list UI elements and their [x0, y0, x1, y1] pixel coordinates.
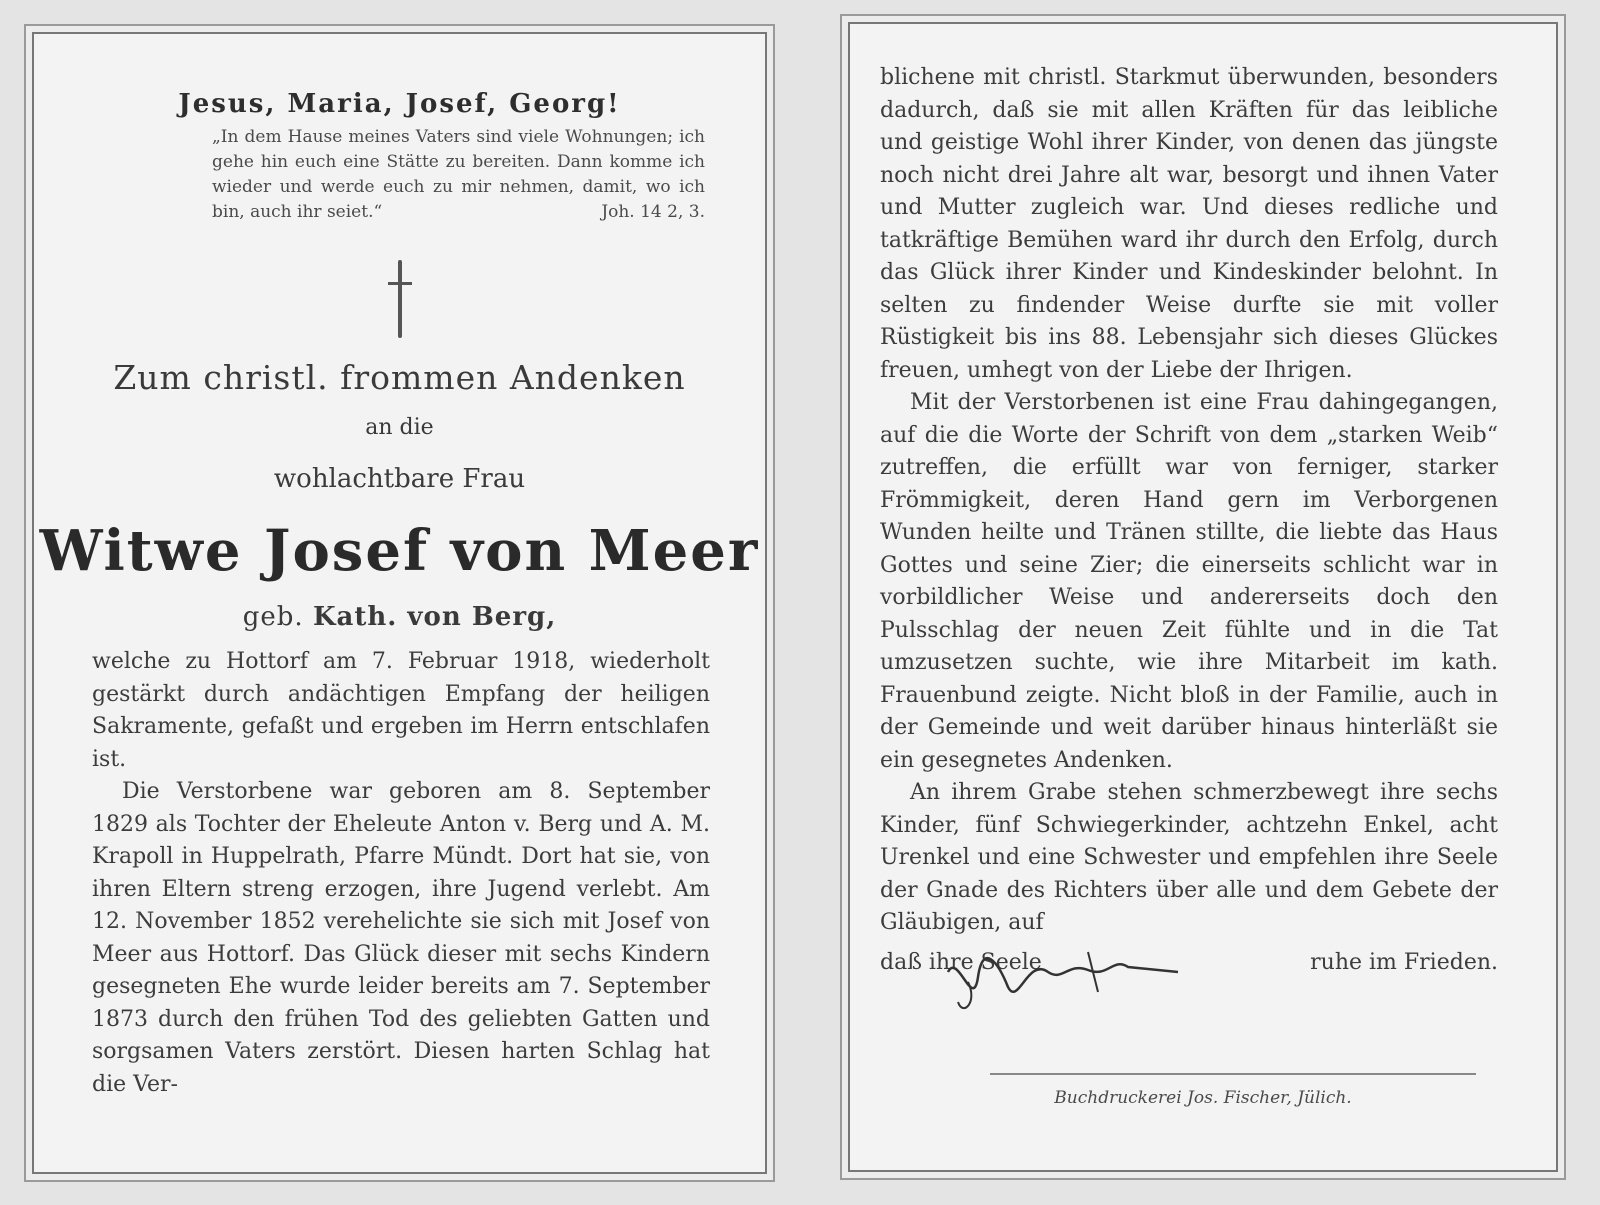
left-page — [32, 32, 767, 1174]
printer-credit: Buchdruckerei Jos. Fischer, Jülich. — [1054, 1088, 1352, 1108]
memorial-title: Zum christl. frommen Andenken — [113, 358, 686, 397]
right-page — [848, 22, 1558, 1172]
heading: Jesus, Maria, Josef, Georg! — [178, 89, 621, 119]
deceased-name: Witwe Josef von Meer — [39, 518, 760, 584]
paragraph: blichene mit christl. Starkmut überwunden, besonders dadurch, daß sie mit allen Kräften für das leibliche und geistige Wohl ihrer Kinder, von denen das jüngste noch nicht drei Jahre alt war, besorgt und ihnen Vater und Mutter zugleich war. Und dieses redliche und tatkräftige Bemühen ward ihr durch den Erfolg, durch das Glück ihrer Kinder und Kindeskinder belohnt. In selten zu findender Weise durfte sie mit voller Rüstigkeit bis ins 88. Lebensjahr sich dieses Glückes freuen, umhegt von der Liebe der Ihrigen. — [880, 65, 1498, 383]
quote-reference: Joh. 14 2, 3. — [601, 202, 705, 222]
quote-text: „In dem Hause meines Vaters sind viele Wohnungen; ich gehe hin euch eine Stätte zu bereiten. Dann komme ich wieder und werde euch zu mir nehmen, damit, wo ich bin, auch ihr seiet.“ — [212, 127, 705, 222]
paragraph: Mit der Verstorbenen ist eine Frau dahingegangen, auf die die Worte der Schrift von dem „starken Weib“ zutreffen, die erfüllt war von ferniger, starker Frömmigkeit, deren Hand gern im Verborgenen Wunden heilte und Tränen stillte, die liebte das Haus Gottes und seine Zier; die einerseits schlicht war in vorbildlicher Weise und andererseits doch den Pulsschlag der neuen Zeit fühlte und in die Tat umzusetzen suchte, wie ihre Mitarbeit im kath. Frauenbund zeigte. Nicht bloß in der Familie, auch in der Gemeinde und weit darüber hinaus hinterläßt sie ein gesegnetes Andenken. — [880, 390, 1498, 773]
an-die-line: an die — [365, 415, 434, 440]
maiden-name — [34, 602, 765, 632]
cross-icon — [385, 260, 415, 340]
closing-prefix: daß ihre Seele — [880, 949, 1042, 975]
nee-name: Kath. von Berg, — [312, 602, 557, 632]
nee-prefix: geb. — [242, 602, 304, 632]
bible-quote — [212, 125, 705, 225]
paragraph: Die Verstorbene war geboren am 8. September 1829 als Tochter der Eheleute Anton v. Berg und A. M. Krapoll in Huppelrath, Pfarre Mündt. Dort hat sie, von ihren Eltern streng erzogen, ihre Jugend verlebt. Am 12. November 1852 verehelichte sie sich mit Josef von Meer aus Hottorf. Das Glück dieser mit sechs Kindern gesegneten Ehe wurde leider bereits am 7. September 1873 durch den frühen Tod des geliebten Gatten und sorgsamen Vaters zerstört. Diesen harten Schlag hat die Ver- — [92, 779, 710, 1097]
honorific: wohlachtbare Frau — [273, 464, 526, 494]
closing-text: ruhe im Frieden. — [1310, 949, 1498, 975]
closing-line — [880, 944, 1498, 994]
paragraph: An ihrem Grabe stehen schmerzbewegt ihre sechs Kinder, fünf Schwiegerkinder, achtzehn Enkel, acht Urenkel und eine Schwester und empfehlen ihre Seele der Gnade des Richters über alle und dem Gebete der Gläubigen, auf — [880, 780, 1498, 935]
left-body-text — [92, 646, 710, 1101]
divider — [990, 1073, 1476, 1075]
paragraph: welche zu Hottorf am 7. Februar 1918, wiederholt gestärkt durch andächtigen Empfang der heiligen Sakramente, gefaßt und ergeben im Herrn entschlafen ist. — [92, 649, 710, 772]
right-body-text — [880, 62, 1498, 940]
handwritten-signature — [938, 942, 1188, 1022]
